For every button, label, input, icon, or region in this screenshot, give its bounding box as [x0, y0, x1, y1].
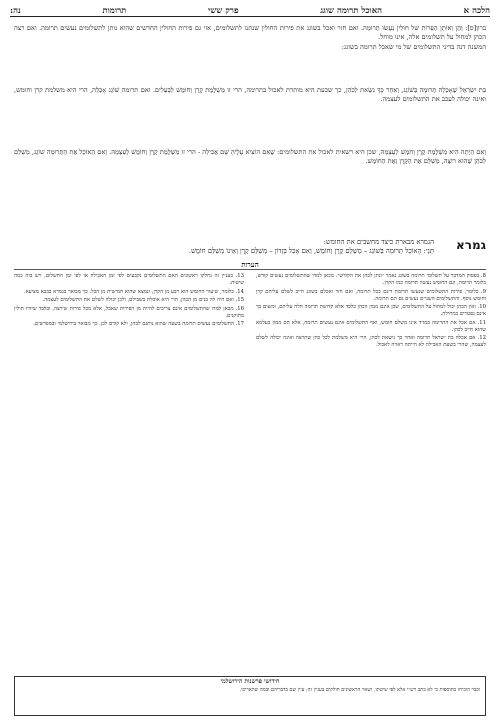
- mishna-block-3: [14, 148, 486, 167]
- commentary-box-title: חידושי פרשנות הירושלמי: [220, 678, 280, 685]
- mishna-block-2: [14, 86, 486, 105]
- note: 8. בפסוק המדבר על תשלומי תרומה בשוגג נאמר ״ונתן לכהן את הקודש״. מכאן למדו שהתשלומים נעשים קודש, כלומר תרומה, וגם החומש נעשה תרומה כמו הקרן.: [256, 273, 486, 287]
- running-header: [10, 4, 490, 17]
- gemara-intro: הגמרא מבארת כיצד מחשבים את החומש:: [323, 238, 434, 246]
- commentary-box-text: וכבר הוכיחו בתוספות כי לא כתב רש״י אלא לפי שיטתו, ושאר הראשונים חולקים בעניין זה; עיין שם בדבריהם ובמה שהאריכו.: [239, 687, 480, 693]
- mishna-block-1: [14, 24, 486, 54]
- note: 9. כלומר, פירות התשלומים שנעשו תרומה דינם ככל תרומה, ואם חזר ואכלם בשוגג חייב לשלם עליהם קרן וחומש נוסף. והתשלומים השניים נעשים גם הם תרומה.: [256, 288, 486, 302]
- mishna-paragraph: וְאִם הָיְתָה הִיא מְשַׁלֶּמֶת קֶרֶן וָחֹמֶשׁ לְעַצְמָהּ, שכן היא רשאית לאכול את התשלומים: שֶׁאִם הוֹצִיא עָלֶיהָ שֵׁם אֲכִילָה - הרי זו מְשַׁלֶּמֶת קֶרֶן וְחוֹמֶשׁ לְעַצְמָהּ. וְאִם הָאוֹכֵל אֶת הַתְּרוּמָה שׁוֹגֵג, מְשַׁלֵּם לַכֹּהֵן שֶׁהוּא רוֹצֶה, מְשַׁלֵּם אֶת הַקֶּרֶן וְאֶת הַחוֹמֶשׁ.: [14, 148, 486, 165]
- chapter-title: האוכל תרומה שוגג: [320, 5, 383, 16]
- notes-column-left: [14, 273, 244, 330]
- commentary-box: [14, 676, 486, 716]
- note: 10. ואין הכהן יכול למחול על התשלומים, שכן אינם ממון הכהן בלבד אלא קדושת תרומה חלה עליהם, ומשום כך אינם נפטרים במחילה.: [256, 304, 486, 318]
- notes-title: הערות: [241, 260, 259, 269]
- gemara-section: [14, 238, 486, 256]
- note: 13. בעניין זה נחלקו ראשונים האם התשלומים נקבעים לפי זמן האכילה או לפי זמן התשלום, ויש בזה כמה שיטות.: [14, 273, 244, 287]
- gemara-text: תָּנֵי: הָאוֹכֵל תְּרוּמָה בְּשׁוֹגֵג – מְשַׁלֵּם קֶרֶן וְחוֹמֶשׁ, וְאִם אָכַל בְּזָדוֹן – מְשַׁלֵּם קֶרֶן וְאֵינוֹ מְשַׁלֵּם חוֹמֶשׁ.: [188, 247, 434, 255]
- notes-divider: [14, 269, 486, 270]
- note: 14. כלומר, שיעור החומש הוא רבע מן הקרן, ונמצא שהוא חמישית מן הכל. כך מבואר בגמרא בבבא מציעא.: [23, 288, 244, 295]
- note: 15. ואם היה לה בנים מן הכהן, הרי היא אוכלת בשבילם, ולכן יכולה לשלם את התשלומים לעצמה.: [42, 297, 244, 304]
- halacha-number: הלכה א: [463, 5, 490, 16]
- note: 12. אם אכלה בת ישראל תרומה ואחר כך נישאת לכהן, הרי היא משלמת לכל כהן שתרצה ואינה יכולה לשלם לעצמה, שהרי בשעת האכילה לא הייתה ראויה לאכול.: [256, 335, 486, 349]
- note: 17. התשלומים נעשים תרומה בשעה שהוא נותנם לכהן, ולא קודם לכן. כך מבואר בירושלמי ובמפרשים.: [33, 321, 244, 328]
- page-number: נה:: [10, 5, 21, 16]
- note: 16. מכאן למדו שהתשלומים אינם צריכים להיות מן הפירות שאכל, אלא מכל פירות שירצה, ובלבד שיהיו חולין מתוקנים.: [14, 305, 244, 319]
- gemara-label: גמרא: [455, 238, 486, 252]
- tractate-name: תרומות: [102, 5, 127, 16]
- note: 11. אם אכל את התרומה במזיד אינו משלם חומש, ואף התשלומים אינם נעשים תרומה, אלא הם ממון בעלמא שהוא חייב לכהן.: [256, 319, 486, 333]
- mishna-paragraph: בַּת יִשְׂרָאֵל שֶׁאָכְלָה תְרוּמָה בְּשׁוֹגֵג, וְאַחַר כָּךְ נִשֵּׂאת לְכֹהֵן, כך שכעת היא מותרת לאכול בתרומה, הרי זו מְשַׁלֶּמֶת קֶרֶן וְחוֹמֶשׁ לַבְּעָלִים. ואם תרומה שׁוֹגֵג אָכְלָה, הרי היא משלמת קרן וחומש, ואינה יכולה לעכב את התשלומים לעצמה.: [14, 86, 486, 103]
- mishna-paragraph: ברון[ס]: וְהֵן וְאוֹתָן הַפֵּרוֹת של חוּלִין נַעֲשׂוּ תְרוּמָה. ואם חזר ואכל בשוגג את פירות החולין שנתנו לתשלומים, אזי גם פירות החולין החדשים שהוא נותן לתשלומים נעשים תרומה. ואם רצה הכהן למחול על תשלומים אלה, אינו מוחל.: [14, 24, 486, 41]
- notes-column-right: [256, 273, 486, 351]
- perek-label: פרק ששי: [208, 5, 239, 16]
- mishna-paragraph: המשנה דנה בדיני התשלומים של מי שאכל תרומה בשוגג:: [341, 43, 486, 52]
